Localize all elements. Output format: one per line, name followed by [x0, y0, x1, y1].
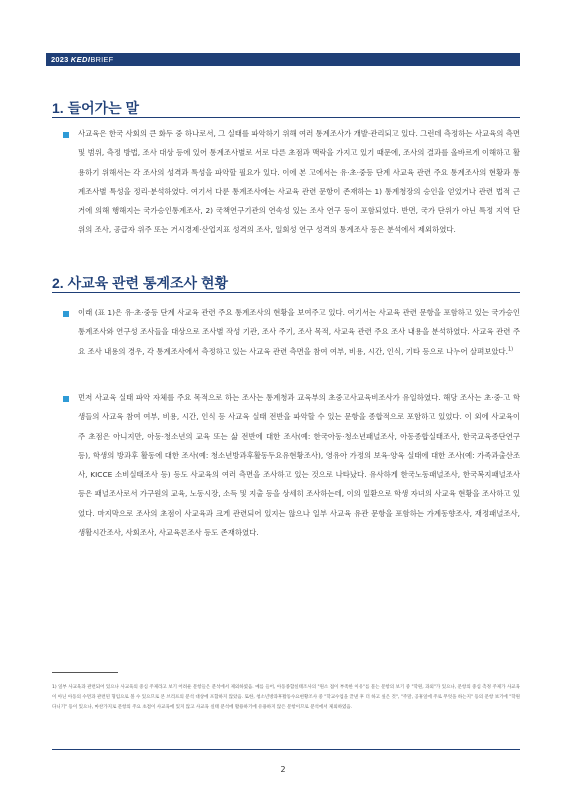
header-year: 2023 — [51, 55, 69, 64]
bullet-square-icon — [63, 396, 69, 402]
page-bottom-rule — [52, 749, 520, 750]
header-suffix: BRIEF — [90, 55, 114, 64]
kedi-logo: KEDI — [70, 55, 91, 64]
footnote-marker[interactable]: 1) — [507, 346, 514, 353]
status-paragraph-1-text: 이래 (표 1)은 유·초·중등 단계 사교육 관련 주요 통계조사의 현황을 보여주고 있다. 여기서는 사교육 관련 문항을 포함하고 있는 국가승인통계조사와 연구성 조사들을 대상으로 조사별 작성 기관, 조사 주기, 조사 목적, 사교육 관련 주요 조사 내용을 분석하였다. 사교육 관련 주요 조사 내용의 경우, 각 통계조사에서 측정하고 있는 사교육 관련 측면을 참여 여부, 비용, 시간, 인식, 기타 등으로 나누어 살펴보았다. — [78, 308, 520, 356]
intro-paragraph: 사교육은 한국 사회의 큰 화두 중 하나로서, 그 실태를 파악하기 위해 여러 통계조사가 개발·관리되고 있다. 그런데 측정하는 사교육의 측면 및 범위, 측정 방법, 조사 대상 등에 있어 통계조사별로 서로 다른 초점과 맥락을 가지고 있기 때문에, 조사의 결과를 올바르게 이해하고 활용하기 위해서는 각 조사의 성격과 특성을 파악할 필요가 있다. 이에 본 고에서는 유·초·중등 단계 사교육 관련 주요 통계조사의 현황과 통계조사별 특성을 정리·분석하였다. 여기서 다룬 통계조사에는 사교육 관련 문항이 존재하는 1) 통계청장의 승인을 얻었거나 관련 법적 근거에 의해 행해지는 국가승인통계조사, 2) 국책연구기관의 연속성 있는 조사 연구 등이 포함되었다. 반면, 국가 단위가 아닌 특정 지역 단위의 조사, 공급자 위주 또는 거시경제·산업지표 성격의 조사, 일회성 연구 성격의 통계조사 등은 분석에서 제외하였다. — [78, 129, 521, 235]
bullet-square-icon — [63, 311, 69, 317]
footnote-rule — [52, 672, 118, 673]
section-title-intro: 1. 들어가는 말 — [52, 100, 140, 116]
bullet-square-icon — [63, 132, 69, 138]
status-paragraph-1 — [78, 303, 520, 361]
footnote: 1) 일부 사교육과 관련되어 있으나 사교육의 중심 주제라고 보기 어려운 문항들은 분석에서 제외하였음. 예를 들어, 아동종합실태조사의 "원소 접이 부족한 이유"를 묻는 문항의 보기 중 "학원, 과외"가 있으나, 문항의 중심 측정 주제가 사교육이 아닌 아동의 수면과 관련된 형임으로 볼 수 있으므로 본 브리프의 분석 대상에 포함하지 않았음. 또한, 청소년방과후활동수요현황조사 중 "학교수업을 끝낸 후 더 하고 싶은 것", "주말, 공휴일에 주로 무엇을 하는지" 등의 문항 보기에 "학원 다니기" 등이 있으나, 마찬가지로 문항의 주요 초점이 사교육에 있지 않고 사교육 실태 분석에 활용하기에 유용하지 않은 문항이므로 분석에서 제외하였음. — [52, 685, 520, 710]
section-title-rule — [52, 117, 520, 118]
status-paragraph-2: 먼저 사교육 실태 파악 자체를 주요 목적으로 하는 조사는 통계청과 교육부의 초중고사교육비조사가 유일하였다. 해당 조사는 초·중·고 학생들의 사교육 참여 여부, 비용, 시간, 인식 등 사교육 실태 전반을 파악할 수 있는 문항을 종합적으로 포함하고 있었다. 이 외에 사교육이 주 초점은 아니지만, 아동·청소년의 교육 또는 삶 전반에 대한 조사(예: 한국아동·청소년패널조사, 아동종합실태조사, 한국교육종단연구 등), 학생의 방과후 활동에 대한 조사(예: 청소년방과후활동두요유현황조사), 영유아 가정의 보육·양육 실태에 대한 조사(예: 가족과출산조사, KICCE 소비실태조사 등) 등도 사교육의 여러 측면을 조사하고 있는 것으로 나타났다. 유사하게 한국노동패널조사, 한국복지패널조사 등은 패널조사로서 가구원의 교육, 노동시장, 소득 및 지출 등을 상세히 조사하는데, 이의 일환으로 학생 자녀의 사교육 현황을 조사하고 있었다. 마지막으로 조사의 초점이 사교육과 크게 관련되어 있지는 않으나 일부 사교육 유관 문항을 포함하는 가계동향조사, 재정패널조사, 생활시간조사, 사회조사, 사교육론조사 등도 존재하였다. — [78, 393, 521, 538]
brief-label — [46, 55, 113, 64]
section-title-status: 2. 사교육 관련 통계조사 현황 — [52, 275, 228, 291]
brief-header-bar — [46, 53, 520, 66]
section-title-rule — [52, 292, 520, 293]
page-number: 2 — [280, 765, 286, 774]
